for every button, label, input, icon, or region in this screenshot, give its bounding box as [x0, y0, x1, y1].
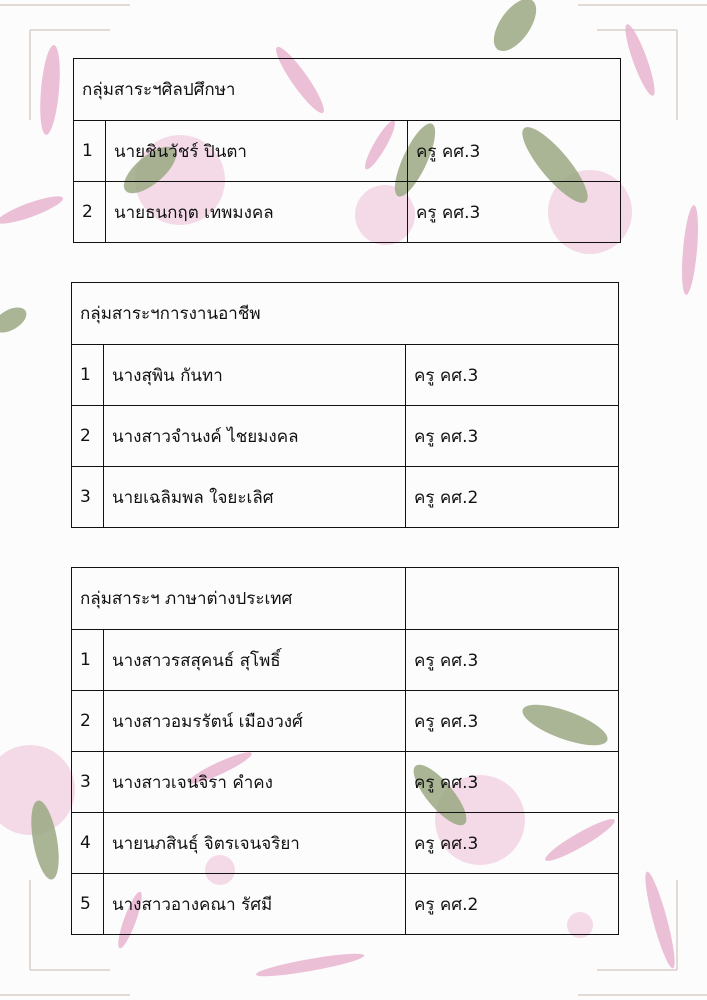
table-row: [74, 121, 621, 182]
teacher-name: นายชินวัชร์ ปินตา: [106, 121, 408, 182]
staff-table-arts: [73, 58, 621, 243]
teacher-name: นางสุพิน กันทา: [104, 345, 406, 406]
staff-table-foreign-languages: [71, 567, 619, 935]
teacher-name: นางสาวเจนจิรา คำคง: [104, 752, 406, 813]
teacher-name: นายธนกฤต เทพมงคล: [106, 182, 408, 243]
table-row: [72, 345, 619, 406]
teacher-position: ครู คศ.3: [408, 182, 621, 243]
empty-header-cell: [406, 568, 619, 630]
group-title: กลุ่มสาระฯ ภาษาต่างประเทศ: [72, 568, 406, 630]
row-number: 2: [74, 182, 106, 243]
row-number: 2: [72, 406, 104, 467]
row-number: 3: [72, 752, 104, 813]
table-row: [72, 874, 619, 935]
row-number: 3: [72, 467, 104, 528]
table-row: [72, 406, 619, 467]
teacher-position: ครู คศ.3: [408, 121, 621, 182]
row-number: 4: [72, 813, 104, 874]
table-row: [72, 813, 619, 874]
table-header-row: [72, 568, 619, 630]
row-number: 1: [74, 121, 106, 182]
teacher-position: ครู คศ.3: [406, 813, 619, 874]
group-title: กลุ่มสาระฯศิลปศึกษา: [74, 59, 621, 121]
teacher-name: นางสาวอางคณา รัศมี: [104, 874, 406, 935]
teacher-name: นางสาวรสสุคนธ์ สุโพธิ์: [104, 630, 406, 691]
teacher-position: ครู คศ.3: [406, 406, 619, 467]
group-title: กลุ่มสาระฯการงานอาชีพ: [72, 283, 619, 345]
table-row: [72, 630, 619, 691]
table-header-row: [74, 59, 621, 121]
teacher-position: ครู คศ.3: [406, 630, 619, 691]
teacher-position: ครู คศ.3: [406, 691, 619, 752]
teacher-position: ครู คศ.2: [406, 467, 619, 528]
teacher-position: ครู คศ.3: [406, 752, 619, 813]
table-header-row: [72, 283, 619, 345]
table-row: [72, 467, 619, 528]
table-row: [72, 752, 619, 813]
teacher-name: นายเฉลิมพล ใจยะเลิศ: [104, 467, 406, 528]
teacher-name: นางสาวจำนงค์ ไชยมงคล: [104, 406, 406, 467]
row-number: 5: [72, 874, 104, 935]
table-row: [72, 691, 619, 752]
staff-table-occupations: [71, 282, 619, 528]
row-number: 2: [72, 691, 104, 752]
table-row: [74, 182, 621, 243]
teacher-position: ครู คศ.3: [406, 345, 619, 406]
teacher-position: ครู คศ.2: [406, 874, 619, 935]
teacher-name: นางสาวอมรรัตน์ เมืองวงศ์: [104, 691, 406, 752]
row-number: 1: [72, 630, 104, 691]
row-number: 1: [72, 345, 104, 406]
teacher-name: นายนภสินธุ์ จิตรเจนจริยา: [104, 813, 406, 874]
